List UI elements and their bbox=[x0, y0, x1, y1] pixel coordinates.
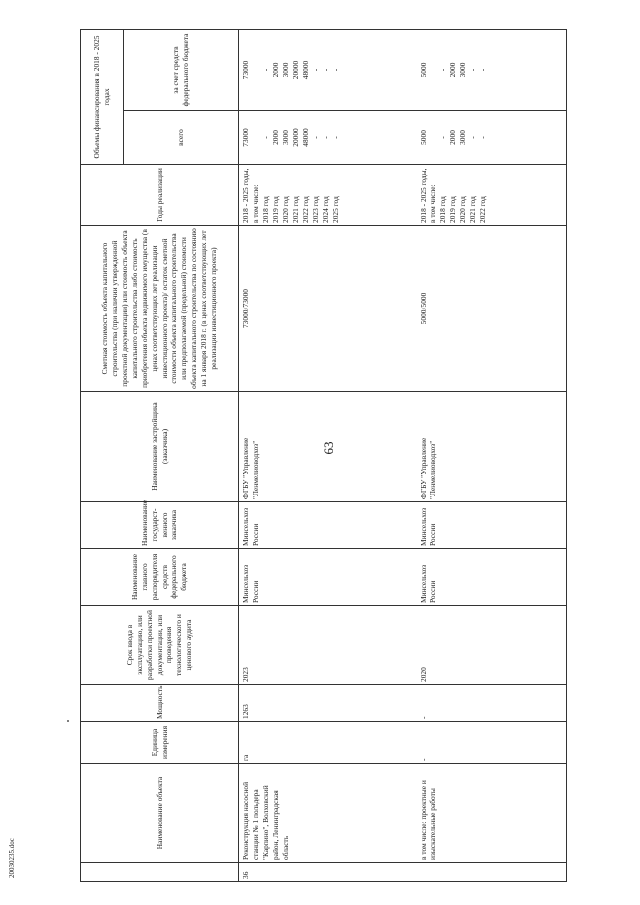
object-main-manager: Минсельхоз России bbox=[417, 549, 567, 606]
federal-value: 73000 bbox=[241, 60, 250, 80]
header-estimate: Сметная стоимость объекта капитального строительства (при наличии утвержденной проектной документации) или стоимость объекта капитального строительства либо стоимость приобретения объекта недвижимого имущества (в ценах соответствующих лет реализации инвестиционного проекта)/ остаток сметной стоимости объекта капитального строительства или предполагаемой (предельной) стоимости объекта капитального строительства по состоянию на 1 января 2018 г. (в ценах соответствующих лет реализации инвестиционного проекта) bbox=[81, 226, 239, 392]
total-value: - bbox=[330, 136, 340, 139]
total-value bbox=[428, 113, 438, 162]
object-main-manager: Минсельхоз России bbox=[239, 549, 417, 606]
federal-value: - bbox=[320, 68, 330, 72]
year-label: 2018 год bbox=[438, 196, 448, 223]
header-unit: Единица измерения bbox=[81, 722, 239, 764]
object-name: Реконструкция насосной станции № 1 польдера "Карпино", Волховский район, Ленинградская область bbox=[239, 764, 417, 863]
object-developer: ФГБУ "Управление "Ленмелиоводхоз" bbox=[417, 392, 567, 502]
header-developer: Наименование застройщика (заказчика) bbox=[81, 392, 239, 502]
year-label: 2021 год bbox=[290, 196, 300, 223]
year-label: 2020 год bbox=[280, 196, 290, 223]
federal-value: 5000 bbox=[418, 62, 428, 78]
total-value: - bbox=[310, 136, 320, 139]
total-value: - bbox=[260, 136, 270, 139]
header-years: Годы реализации bbox=[81, 165, 239, 226]
row-number: 36 bbox=[239, 863, 417, 882]
object-total bbox=[417, 111, 567, 165]
object-name: в том числе: проектные и изыскательные работы bbox=[417, 764, 567, 863]
object-estimate: 73000/73000 bbox=[239, 226, 417, 392]
year-label: 2021 год bbox=[468, 196, 478, 223]
year-label: 2025 год bbox=[330, 196, 340, 223]
header-term: Срок ввода в эксплуатацию, или разработки проектной документации, или проведения технологического и ценового аудита bbox=[81, 606, 239, 685]
object-federal bbox=[417, 30, 567, 111]
federal-value: - bbox=[260, 68, 270, 72]
year-label: 2022 год bbox=[478, 196, 488, 223]
federal-value: 2000 bbox=[448, 62, 458, 78]
total-value: 2000 bbox=[270, 130, 280, 145]
federal-value: - bbox=[468, 68, 478, 72]
year-label: 2018 - 2025 годы, bbox=[241, 168, 250, 223]
table-row bbox=[239, 30, 417, 882]
rotated-table-container bbox=[80, 30, 636, 882]
footer bbox=[8, 838, 28, 898]
header-capacity: Мощность bbox=[81, 685, 239, 722]
total-value: - bbox=[320, 136, 330, 139]
year-label: 2023 год bbox=[310, 196, 320, 223]
total-value: 48000 bbox=[300, 128, 310, 147]
total-value: 2000 bbox=[448, 130, 458, 145]
object-total bbox=[239, 111, 417, 165]
year-label: 2019 год bbox=[270, 196, 280, 223]
total-value: 73000 bbox=[241, 128, 250, 147]
year-label: 2019 год bbox=[448, 196, 458, 223]
header-federal: за счет средств федерального бюджета bbox=[124, 30, 239, 111]
federal-value: 48000 bbox=[300, 60, 310, 80]
federal-value: - bbox=[310, 68, 320, 72]
federal-value bbox=[428, 32, 438, 108]
page-number: 63 bbox=[321, 441, 336, 455]
federal-value: - bbox=[478, 68, 488, 72]
object-customer: Минсельхоз России bbox=[239, 502, 417, 549]
total-value: 3000 bbox=[458, 130, 468, 145]
federal-value: - bbox=[330, 68, 340, 72]
year-label: 2018 год bbox=[260, 196, 270, 223]
object-years bbox=[239, 165, 417, 226]
total-value bbox=[251, 113, 261, 162]
total-value: - bbox=[468, 136, 478, 139]
object-unit: - bbox=[417, 722, 567, 764]
object-federal bbox=[239, 30, 417, 111]
object-unit: га bbox=[239, 722, 417, 764]
year-label: в том числе: bbox=[250, 184, 260, 223]
object-capacity: - bbox=[417, 685, 567, 722]
object-capacity: 1263 bbox=[239, 685, 417, 722]
federal-value: 20000 bbox=[290, 60, 300, 80]
total-value: 20000 bbox=[290, 128, 300, 147]
object-estimate: 5000/5000 bbox=[417, 226, 567, 392]
header-name: Наименование объекта bbox=[81, 764, 239, 863]
header-main-manager: Наименование главного распорядителя средств федерального бюджета bbox=[81, 549, 239, 606]
row-number bbox=[417, 863, 567, 882]
header-row bbox=[81, 30, 124, 882]
object-developer: ФГБУ "Управление "Ленмелиоводхоз" bbox=[239, 392, 417, 502]
header-total: всего bbox=[124, 111, 239, 165]
federal-value: 3000 bbox=[458, 62, 468, 78]
federal-value: - bbox=[438, 68, 448, 72]
investment-table bbox=[80, 29, 567, 882]
header-customer: Наименование государст-венного заказчика bbox=[81, 502, 239, 549]
header-funding: Объемы финансирования в 2018 - 2025 годах bbox=[81, 30, 124, 165]
total-value: 5000 bbox=[418, 130, 428, 145]
year-label: в том числе: bbox=[428, 184, 438, 223]
federal-value bbox=[251, 32, 261, 108]
object-term: 2020 bbox=[417, 606, 567, 685]
year-label: 2024 год bbox=[320, 196, 330, 223]
total-value: - bbox=[478, 136, 488, 139]
object-years bbox=[417, 165, 567, 226]
year-label: 2020 год bbox=[458, 196, 468, 223]
federal-value: 3000 bbox=[280, 62, 290, 78]
stray-mark bbox=[67, 720, 69, 722]
federal-value: 2000 bbox=[270, 62, 280, 78]
object-customer: Минсельхоз России bbox=[417, 502, 567, 549]
object-term: 2023 bbox=[239, 606, 417, 685]
table-row bbox=[417, 30, 567, 882]
total-value: 3000 bbox=[280, 130, 290, 145]
total-value: - bbox=[438, 136, 448, 139]
footer-filename: 20030235.doc bbox=[8, 838, 16, 878]
header-number bbox=[81, 863, 239, 882]
year-label: 2018 - 2025 годы, bbox=[418, 168, 428, 223]
year-label: 2022 год bbox=[300, 196, 310, 223]
